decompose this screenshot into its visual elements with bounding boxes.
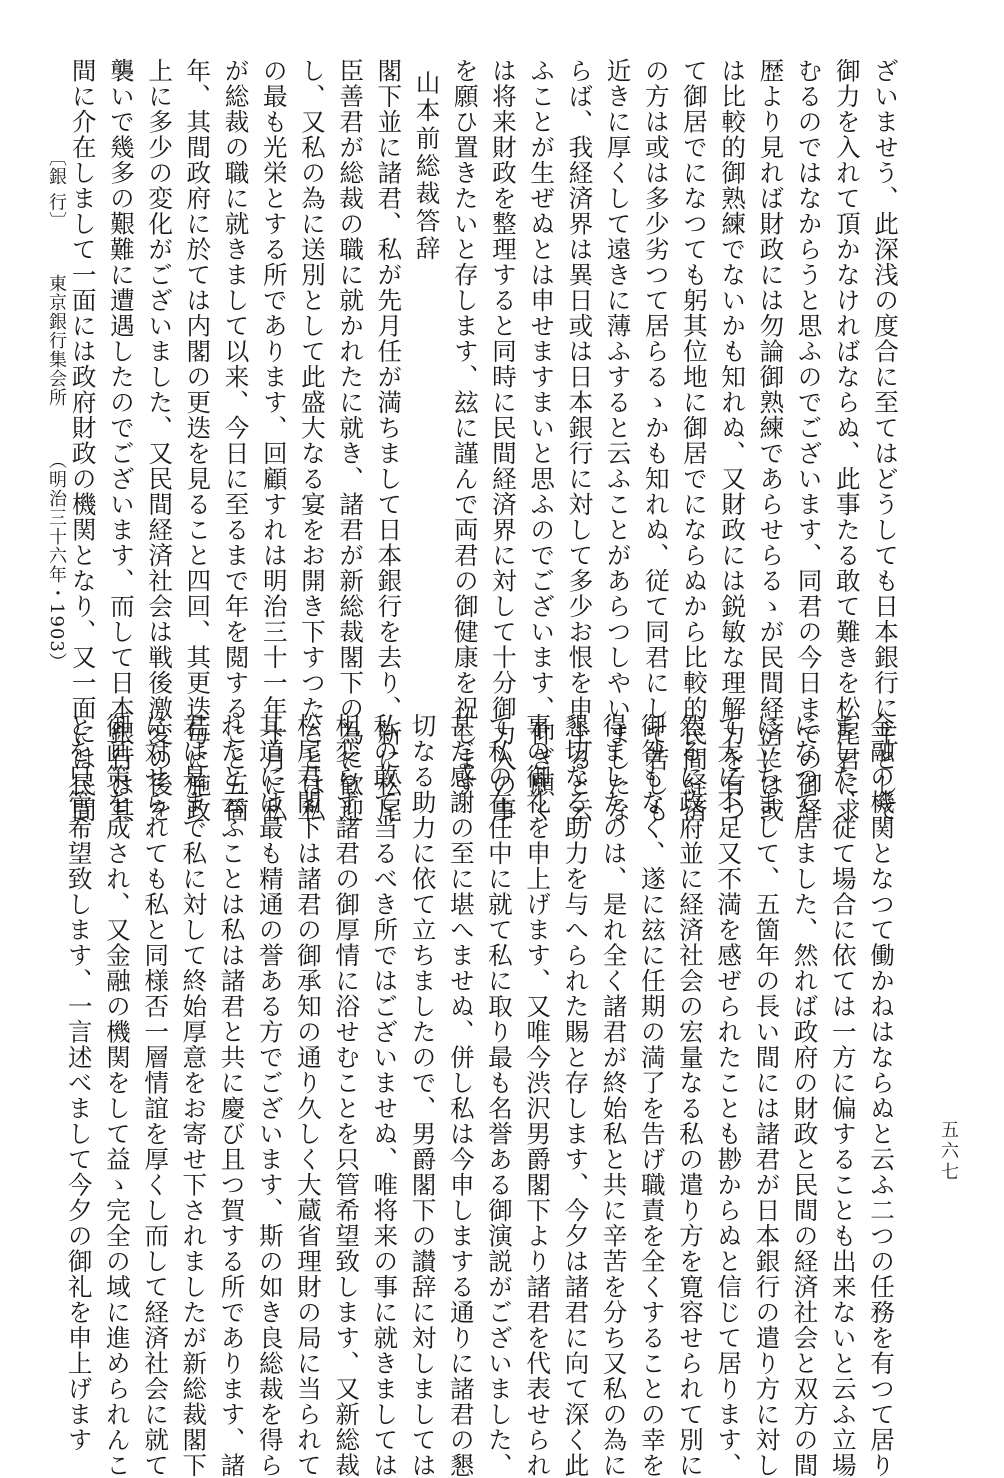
- text-line: を願ひ置きたいと存します、玆に謹んで両君の御健康を祝します: [450, 58, 480, 798]
- footer-category: 〔銀 行〕: [46, 148, 67, 231]
- text-line: の方は或は多少劣つて居らるゝかも知れぬ、従て同君にして若しも: [641, 58, 671, 823]
- text-line: むるのではなからうと思ふのでございます、同君の今日までの御経: [794, 58, 824, 823]
- text-line: 甚だ感謝の至に堪へませぬ、併し私は今申しまする通りに諸君の懇: [446, 713, 476, 1478]
- text-line: ました、従て場合に依ては一方に偏することも出来ないと云ふ立場: [828, 713, 858, 1478]
- text-line: が総裁の職に就きまして以来、今日に至るまで年を閲すること五箇: [221, 58, 251, 823]
- text-line: 金融の機関となつて働かねはならぬと云ふ二つの任務を有つて居り: [867, 713, 896, 1478]
- text-line: とを只管希望致します、一言述べまして今夕の御礼を申上げます: [64, 713, 94, 1453]
- text-line: ふことが生ぜぬとは申せますまいと思ふのでございます、仰ぎ願く: [527, 58, 557, 823]
- footer-date: （明治三十六年・1903）: [46, 450, 67, 672]
- text-line: に対せられても私と同様否一層情誼を厚くし而して経済社会に就て: [141, 713, 171, 1478]
- text-line: 相変らず諸君の御厚情に浴せむことを只管希望致します、又新総裁: [332, 713, 362, 1478]
- text-line: 得ましたのは、是れ全く諸君が終始私と共に辛苦を分ち又私の為に: [599, 713, 629, 1478]
- text-line: 松尾君閣下は諸君の御承知の通り久しく大蔵省理財の局に当られて: [293, 713, 323, 1478]
- text-line: 然るに政府並に経済社会の宏量なる私の遣り方を寛容せられて別に: [675, 713, 705, 1478]
- text-line: 閣下並に諸君、私が先月任が満ちまして日本銀行を去り、新に松尾: [374, 58, 404, 823]
- text-line: 私の敢て当るべき所ではございませぬ、唯将来の事に就きましては: [370, 713, 400, 1478]
- text-line: 年、其間政府に於ては内閣の更迭を見ること四回、其更迭毎に施政: [183, 58, 213, 823]
- text-line: らば、我経済界は異日或は日本銀行に対して多少お恨を申上ると云: [565, 58, 595, 823]
- text-line: て私の在任中に就て私に取り最も名誉ある御演説がございました、: [484, 713, 514, 1478]
- text-line: 臣善君が総裁の職に就かれたに就き、諸君が新総裁閣下の為に歓迎: [336, 58, 366, 823]
- text-line: 御咎もなく、遂に玆に任期の満了を告げ職責を全くすることの幸を: [637, 713, 667, 1478]
- lower-text-block: [60, 713, 900, 1478]
- section-heading: 山本前総裁答辞: [412, 70, 442, 264]
- footer-source: 東京銀行集会所: [46, 274, 67, 408]
- text-line: 歴より見れば財政には勿論御熟練であらせらるゝが民間経済には或: [756, 58, 786, 823]
- text-line: 御画策を成され、又金融の機関をして益ゝ完全の域に進められんこ: [102, 713, 132, 1478]
- text-line: ざいませう、此深浅の度合に至てはどうしても日本銀行に主として: [871, 58, 900, 823]
- upper-text-block: [64, 58, 904, 823]
- text-line: 切なる助力に依て立ちましたので、男爵閣下の讃辞に対しましては: [408, 713, 438, 1478]
- text-line: は比較的御熟練でないかも知れぬ、又財政には鋭敏な理解力を有つ: [718, 58, 748, 823]
- running-footer: [44, 148, 68, 671]
- text-line: て御居でになつても躬其位地に御居でにならぬから比較的民間経済: [679, 58, 709, 823]
- text-line: 君は是まで私に対して終始厚意をお寄せ下されましたが新総裁閣下: [179, 713, 209, 1478]
- text-line: に立ちまして、五箇年の長い間には諸君が日本銀行の遣り方に対し: [752, 713, 782, 1478]
- text-line: 事の御礼を申上げます、又唯今渋沢男爵閣下より諸君を代表せられ: [523, 713, 553, 1478]
- text-line: は将来財政を整理すると同時に民間経済界に対して十分御力入の事: [488, 58, 518, 823]
- text-line: 御力を入れて頂かなければならぬ、此事たる敢て難きを松尾君に求: [832, 58, 862, 823]
- text-line: 其道には最も精通の誉ある方でございます、斯の如き良総裁を得ら: [255, 713, 285, 1478]
- text-line: 懇切なる助力を与へられた賜と存します、今夕は諸君に向て深く此: [561, 713, 591, 1478]
- text-line: になつて居ました、然れば政府の財政と民間の経済社会と双方の間: [790, 713, 820, 1478]
- text-line: し、又私の為に送別として此盛大なる宴をお開き下すつたことは私: [297, 58, 327, 823]
- text-line: て大に不足又不満を感ぜられたことも尠からぬと信じて居ります、: [714, 713, 744, 1478]
- text-line: 近きに厚くして遠きに薄ふすると云ふことがあらつしやいましたな: [603, 58, 633, 823]
- text-line: の最も光栄とする所であります、回顧すれは明治三十一年十月に私: [259, 58, 289, 823]
- page-number: 五六七: [938, 1120, 959, 1183]
- text-line: れたと云ふことは私は諸君と共に慶び且つ賀する所であります、諸: [217, 713, 247, 1478]
- text-line: 襲いで幾多の艱難に遭遇したのでございます、而して日本銀行は其: [106, 58, 136, 823]
- text-line: 上に多少の変化がございました、又民間経済社会は戦後激変の後を: [145, 58, 175, 823]
- text-line: 間に介在しまして一面には政府財政の機関となり、又一面には民間: [68, 58, 98, 823]
